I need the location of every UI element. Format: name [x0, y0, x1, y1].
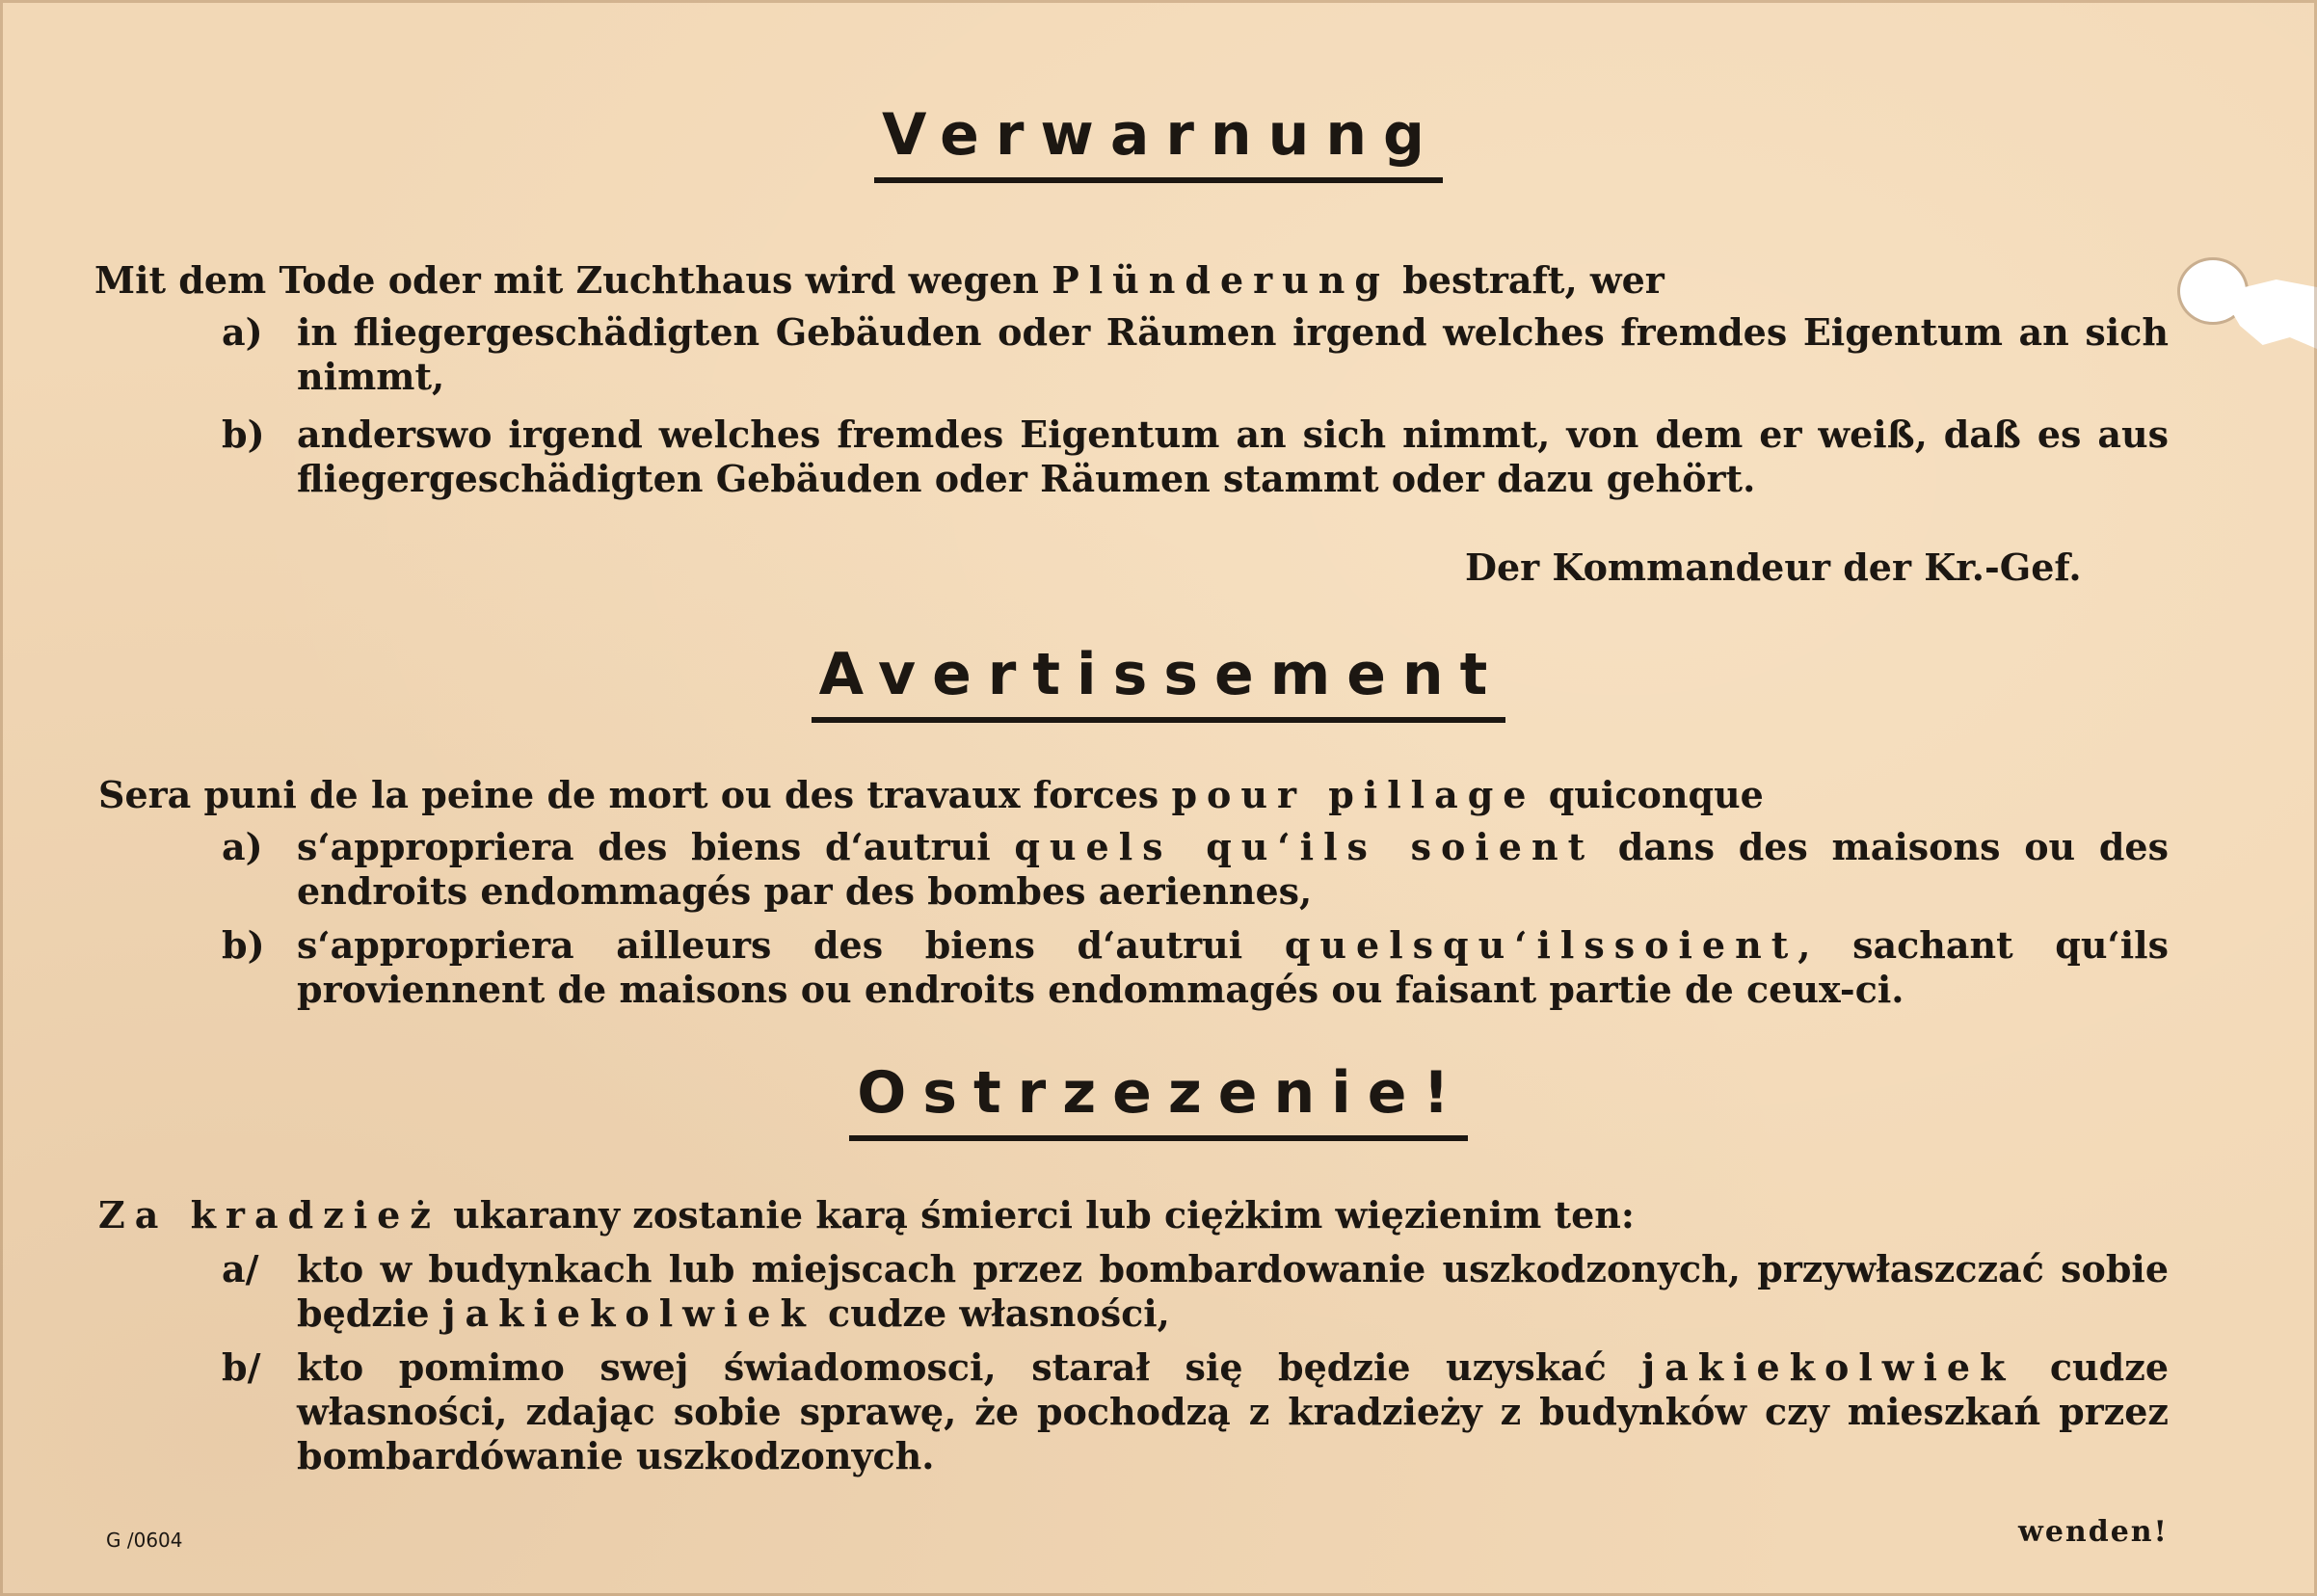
french-intro — [98, 773, 1764, 817]
french-heading-text: Avertissement — [812, 646, 1506, 723]
french-item-b-lead: s‘approprierа ailleurs des biens d‘autrui — [297, 923, 1285, 967]
polish-item-a-tail: cudze własności, — [814, 1291, 1170, 1335]
polish-item-a-text — [297, 1247, 2169, 1336]
french-item-a-emphasis: quels qu‘ils soient — [1014, 825, 1595, 868]
torn-edge — [2226, 279, 2317, 357]
polish-item-b-tail: cudze własności, zdając sobie sprawę, że pochodzą z kradzieży z budynków czy mieszkań przez bombardówanie uszkodzonych. — [297, 1345, 2169, 1477]
german-intro-tail: bestraft, wer — [1389, 258, 1665, 302]
french-item-a — [222, 825, 2169, 914]
french-item-b-tail: , sachant qu‘ils proviennent de maisons ou endroits endommagés ou faisant partie de ceux-ci. — [297, 923, 2169, 1011]
french-item-a-tail: dans des maisons ou des endroits endommagés par des bombes aeriennes, — [297, 825, 2169, 913]
french-item-a-text — [297, 825, 2169, 914]
german-item-a-marker: a) — [222, 310, 263, 354]
french-intro-lead: Sera puni de la peine de mort ou des travaux forces — [98, 773, 1172, 816]
german-intro-emphasis: Plünderung — [1052, 258, 1390, 302]
polish-item-b — [222, 1345, 2169, 1478]
german-intro-lead: Mit dem Tode oder mit Zuchthaus wird wegen — [94, 258, 1052, 302]
polish-item-a — [222, 1247, 2169, 1336]
german-item-a-text: in fliegergeschädigten Gebäuden oder Räumen irgend welches fremdes Eigentum an sich nimmt, — [297, 310, 2169, 398]
french-item-b-text — [297, 923, 2169, 1012]
french-item-a-marker: a) — [222, 825, 263, 868]
french-item-a-lead: s‘approprierа des biens d‘autrui — [297, 825, 1015, 868]
polish-heading-text: Ostrzezenie! — [849, 1064, 1468, 1141]
german-item-b-text: anderswo irgend welches fremdes Eigentum an sich nimmt, von dem er weiß, daß es aus fliegergeschädigten Gebäuden oder Räumen stammt oder dazu gehört. — [297, 412, 2169, 500]
german-intro — [94, 258, 1665, 303]
german-item-b — [222, 412, 2169, 501]
polish-intro — [98, 1193, 1635, 1237]
french-intro-emphasis: pour pillage — [1171, 773, 1536, 816]
polish-intro-tail: ukarany zostanie karą śmierci lub ciężkim więzienim ten: — [439, 1193, 1635, 1237]
french-intro-tail: quiconque — [1535, 773, 1764, 816]
signature: Der Kommandeur der Kr.-Gef. — [1465, 545, 2082, 589]
german-item-b-marker: b) — [222, 412, 265, 456]
polish-item-a-emphasis: jakiekolwiek — [441, 1291, 815, 1335]
polish-intro-emphasis: Za kradzież — [98, 1193, 440, 1237]
polish-item-a-marker: a/ — [222, 1247, 259, 1290]
french-item-b-marker: b) — [222, 923, 265, 967]
polish-item-b-lead: kto pomimo swej świadomosci, starał się będzie uzyskać — [297, 1345, 1642, 1389]
form-code: G /0604 — [106, 1529, 183, 1552]
french-item-b-emphasis: quelsqu‘ilssoient — [1284, 923, 1798, 967]
turn-over-note: wenden! — [2018, 1515, 2169, 1549]
polish-item-b-emphasis: jakiekolwiek — [1641, 1345, 2015, 1389]
polish-heading — [0, 1059, 2317, 1141]
polish-item-a-lead: kto w budynkach lub miejscach przez bombardowanie uszkodzonych, przywłaszczać sobie będzie — [297, 1247, 2169, 1335]
polish-item-b-marker: b/ — [222, 1345, 261, 1389]
french-item-b — [222, 923, 2169, 1012]
german-item-a — [222, 310, 2169, 399]
german-heading-text: Verwarnung — [874, 106, 1443, 183]
french-heading — [0, 641, 2317, 723]
polish-item-b-text — [297, 1345, 2169, 1478]
german-heading — [0, 101, 2317, 183]
